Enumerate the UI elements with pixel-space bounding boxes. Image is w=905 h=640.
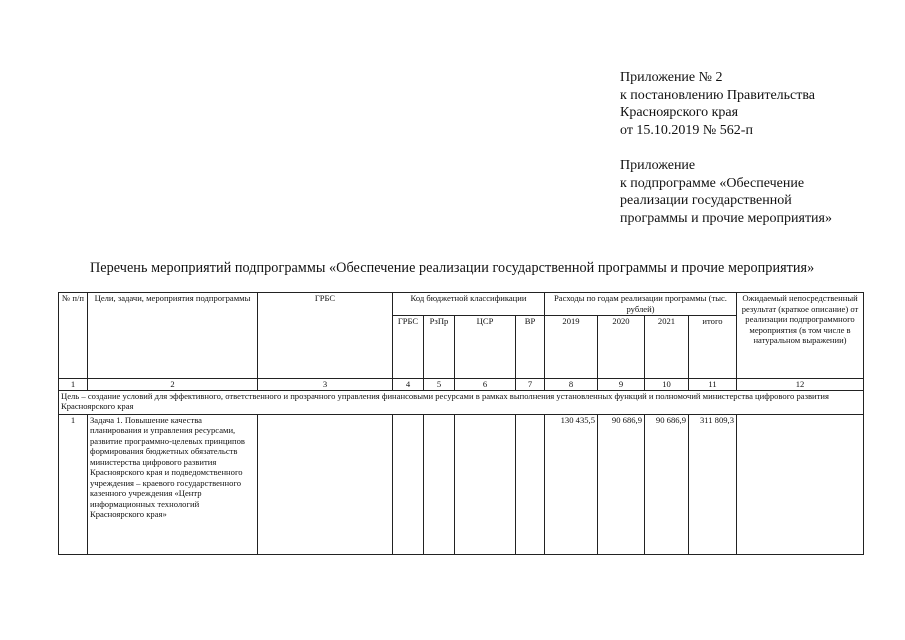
subheader-rzpr: РзПр <box>424 316 455 379</box>
appendix-line: к постановлению Правительства <box>620 87 816 103</box>
row-value-total: 311 809,3 <box>689 414 737 554</box>
row-value-2019: 130 435,5 <box>545 414 598 554</box>
goal-row <box>59 390 864 414</box>
subheader-grbs: ГРБС <box>393 316 424 379</box>
row-value-2021: 90 686,9 <box>645 414 689 554</box>
row-task-text: Задача 1. Повышение качества планирования и управления ресурсами, развитие программно-целевых принципов формирования бюджетных обязательств министерства цифрового развития Красноярского края и подведомственного учреждения – краевого государственного казенного учреждения «Центр информационных технологий Красноярского края» <box>88 414 258 554</box>
appendix-line: Приложение <box>620 158 696 173</box>
header-result: Ожидаемый непосредственный результат (краткое описание) от реализации подпрограммного мероприятия (в том числе в натуральном выражении) <box>737 293 864 379</box>
header-num: № п/п <box>59 293 88 379</box>
appendix-line: реализации государственной <box>620 193 792 208</box>
appendix-line: от 15.10.2019 № 562-п <box>620 122 753 138</box>
subheader-csr: ЦСР <box>455 316 516 379</box>
row-grbs <box>258 414 393 554</box>
column-number: 5 <box>424 379 455 391</box>
appendix-to-subprogram <box>620 157 832 227</box>
column-number: 6 <box>455 379 516 391</box>
column-number: 4 <box>393 379 424 391</box>
row-code-vr <box>516 414 545 554</box>
document-title: Перечень мероприятий подпрограммы «Обеспечение реализации государственной программы и прочие мероприятия» <box>90 260 815 276</box>
row-code-rzpr <box>424 414 455 554</box>
column-number-row <box>59 379 864 391</box>
column-number: 3 <box>258 379 393 391</box>
column-number: 1 <box>59 379 88 391</box>
subheader-vr: ВР <box>516 316 545 379</box>
column-number: 12 <box>737 379 864 391</box>
header-row <box>59 293 864 316</box>
activities-table <box>58 292 864 555</box>
appendix-line: к подпрограмме «Обеспечение <box>620 175 805 191</box>
column-number: 7 <box>516 379 545 391</box>
column-number: 11 <box>689 379 737 391</box>
header-goals: Цели, задачи, мероприятия подпрограммы <box>88 293 258 379</box>
appendix-line: программы и прочие мероприятия» <box>620 210 832 226</box>
row-code-csr <box>455 414 516 554</box>
subheader-2019: 2019 <box>545 316 598 379</box>
appendix-to-resolution <box>620 69 815 139</box>
goal-text: Цель – создание условий для эффективного, ответственного и прозрачного управления финансовыми ресурсами в рамках выполнения установленных функций и полномочий министерства цифрового развития Красноярского края <box>59 390 864 414</box>
appendix-line: Красноярского края <box>620 105 739 120</box>
table-row <box>59 414 864 554</box>
subheader-2021: 2021 <box>645 316 689 379</box>
header-expenses: Расходы по годам реализации программы (тыс. рублей) <box>545 293 737 316</box>
column-number: 10 <box>645 379 689 391</box>
header-budget-code: Код бюджетной классификации <box>393 293 545 316</box>
header-grbs: ГРБС <box>258 293 393 379</box>
row-num: 1 <box>59 414 88 554</box>
row-code-grbs <box>393 414 424 554</box>
column-number: 2 <box>88 379 258 391</box>
subheader-2020: 2020 <box>598 316 645 379</box>
column-number: 9 <box>598 379 645 391</box>
subheader-total: итого <box>689 316 737 379</box>
row-result <box>737 414 864 554</box>
appendix-line: Приложение № 2 <box>620 70 723 85</box>
column-number: 8 <box>545 379 598 391</box>
row-value-2020: 90 686,9 <box>598 414 645 554</box>
